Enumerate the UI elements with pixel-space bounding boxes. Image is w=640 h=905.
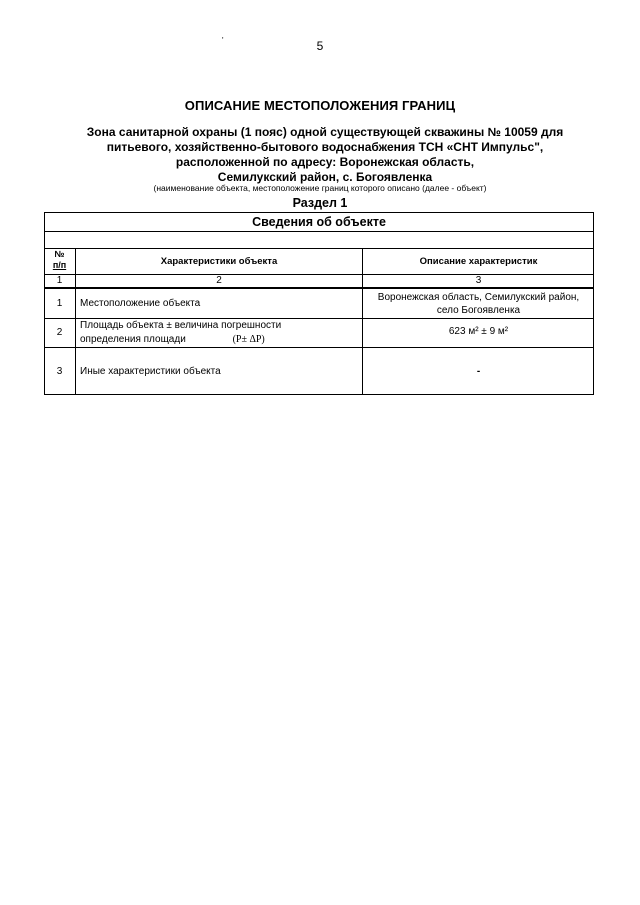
row-characteristic: Иные характеристики объекта <box>80 366 221 377</box>
document-subject <box>50 125 600 185</box>
column-number-label: 3 <box>475 275 482 286</box>
section-title: Раздел 1 <box>292 196 348 210</box>
page-number: 5 <box>316 39 324 53</box>
table-divider <box>44 248 594 249</box>
row-description <box>363 291 594 317</box>
row-characteristic-text: определения площади <box>80 334 186 345</box>
row-description: 623 м² ± 9 м² <box>448 326 509 337</box>
row-characteristic <box>80 319 360 347</box>
table-column-divider <box>75 248 76 394</box>
column-header-description: Описание характеристик <box>419 256 538 267</box>
area-formula: (P± ΔP) <box>232 334 265 345</box>
row-characteristic: Местоположение объекта <box>80 298 201 309</box>
table-divider <box>44 347 594 348</box>
column-header-number-line: № <box>54 249 65 259</box>
stray-mark: ' <box>222 36 224 45</box>
subject-line: расположенной по адресу: Воронежская область, <box>175 155 475 169</box>
document-title: ОПИСАНИЕ МЕСТОПОЛОЖЕНИЯ ГРАНИЦ <box>184 98 456 113</box>
row-number: 1 <box>56 298 63 309</box>
column-number-label: 1 <box>56 275 63 286</box>
column-header-number <box>44 249 75 271</box>
object-info-table <box>44 212 594 395</box>
column-header-characteristics: Характеристики объекта <box>160 256 278 267</box>
subject-line: Зона санитарной охраны (1 пояс) одной существующей скважины № 10059 для <box>86 125 564 139</box>
table-divider <box>44 287 594 289</box>
object-caption: (наименование объекта, местоположение границ которого описано (далее - объект) <box>153 183 487 193</box>
row-number: 2 <box>56 327 63 338</box>
row-description: - <box>476 366 481 377</box>
column-header-number-line: п/п <box>52 260 67 270</box>
row-characteristic-line: Площадь объекта ± величина погрешности <box>80 320 282 331</box>
row-characteristic-line <box>80 333 360 347</box>
row-description-line: Воронежская область, Семилукский район, <box>377 292 580 303</box>
table-divider <box>44 231 594 232</box>
subject-line: питьевого, хозяйственно-бытового водоснабжения ТСН «СНТ Импульс", <box>106 140 544 154</box>
column-number-label: 2 <box>216 275 222 286</box>
row-description-line: село Богоявленка <box>436 305 521 316</box>
table-section-header: Сведения об объекте <box>252 215 386 229</box>
row-number: 3 <box>56 366 63 377</box>
subject-line: Семилукский район, с. Богоявленка <box>217 170 433 184</box>
